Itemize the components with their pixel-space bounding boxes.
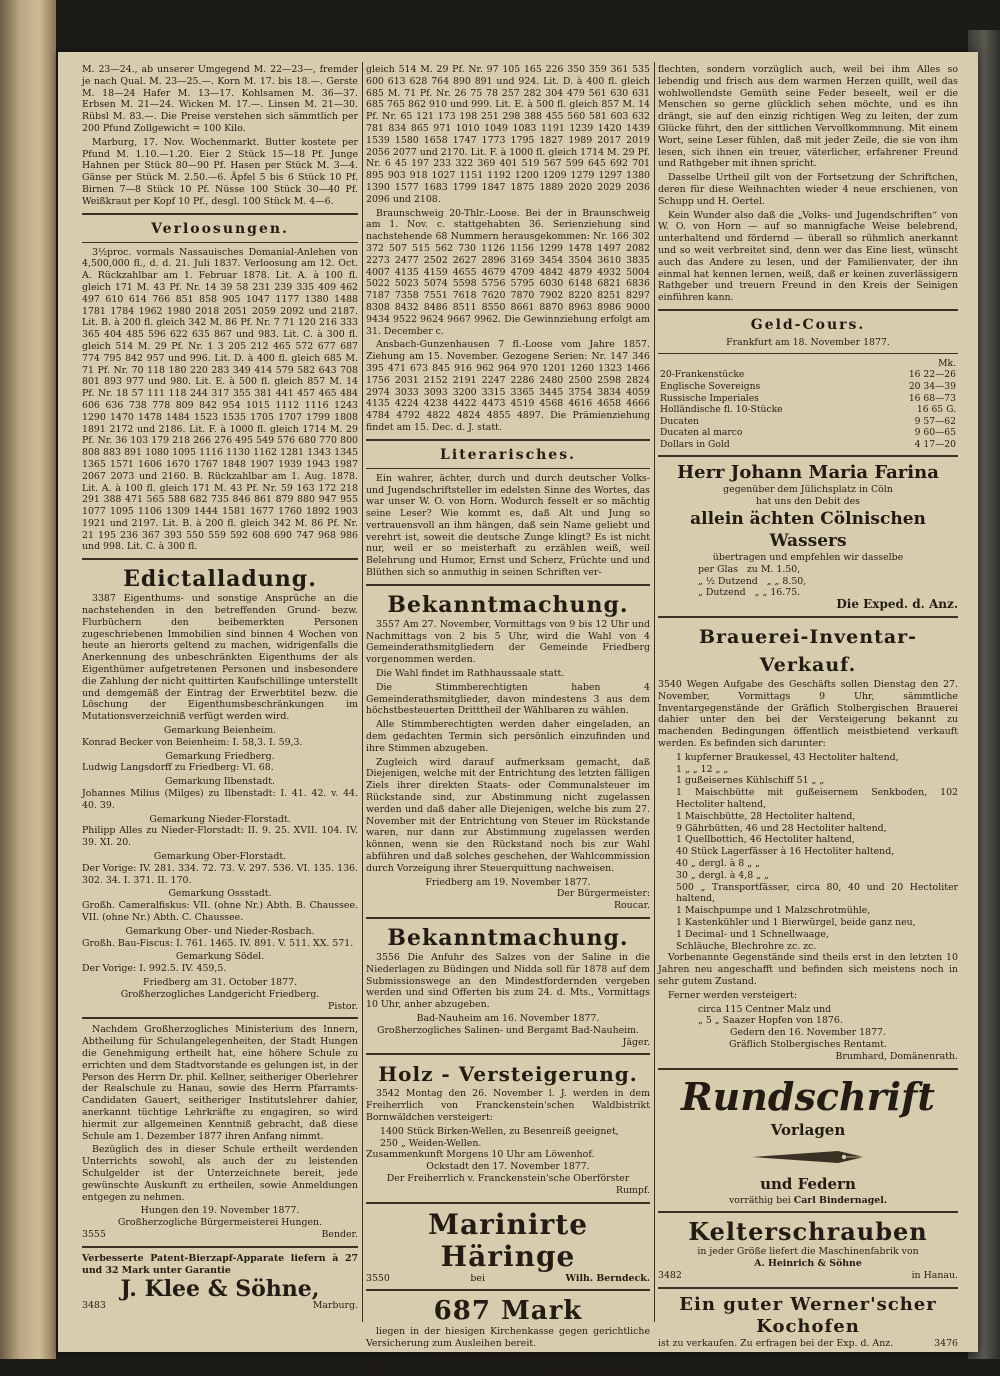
haringe-name: Wilh. Berndeck.: [565, 1272, 650, 1284]
haringe-footer: [366, 1273, 650, 1285]
divider: [366, 468, 650, 469]
divider: [366, 1289, 650, 1291]
holz-meet: Zusammenkunft Morgens 10 Uhr am Löwenhof.: [366, 1149, 595, 1161]
bek1-sign: Der Bürgermeister:: [556, 888, 650, 900]
list-item: 1 „ „ 12 „ „: [676, 763, 729, 775]
edictal-entry-head: Gemarkung Ober-Florstadt.: [153, 851, 287, 863]
klee-city: Marburg.: [312, 1300, 358, 1312]
table-row: [658, 439, 958, 451]
verloosungen-title: Verloosungen.: [151, 220, 289, 237]
bek1-signer: Roucar.: [613, 900, 650, 912]
divider: [658, 1287, 958, 1289]
edictal-entry-head: Gemarkung Beienheim.: [163, 725, 277, 737]
edictal-entry-head: Gemarkung Nieder-Florstadt.: [149, 813, 291, 825]
list-item: 1 Maischbütte mit gußeisernem Senkboden, 102 Hectoliter haltend,: [676, 787, 958, 811]
brauerei-sign: Gräflich Stolbergisches Rentamt.: [728, 1038, 888, 1050]
table-row: [658, 404, 958, 416]
rates-head: Mk.: [938, 357, 956, 369]
bek2-signer: Jäger.: [622, 1036, 650, 1048]
price-value: „ „ 8.50,: [766, 575, 807, 587]
market-prices: M. 23—24., ab unserer Umgegend M. 22—23—, fremder je nach Qual. M. 23—25.—. Korn M. 17. bis 18.—. Gerste M. 18—24 Hafer M. 13—17. Kohlsamen M. 36—37. Erbsen M. 21—24. Wicken M. 17.—. Linsen M. 21—30. Rübsl M. 83.—. Die Preise verstehen sich sämmtlich per 200 Pfund Zollgewicht = 100 Kilo.: [82, 64, 358, 134]
rate-name: Ducaten: [660, 415, 699, 427]
edictal-entry-head: Gemarkung Friedberg.: [165, 750, 275, 762]
rates-table: [658, 358, 958, 451]
table-row: [658, 369, 958, 381]
divider: [366, 439, 650, 441]
table-row: [658, 416, 958, 428]
brauerei-text-3: Ferner werden versteigert:: [668, 989, 798, 1001]
farina-prices: [658, 564, 958, 599]
verloosungen-text: 3½proc. vormals Nassauisches Domanial-Anlehen von 4,500,000 fl., d. d. 21. Juli 1837. Verloosung am 12. Oct. A. Rückzahlbar am 1. Februar 1878. Lit. A. à 100 fl. gleich 171 M. 43 Pf. Nr. 14 39 58 231 239 335 409 462 497 610 614 766 851 858 905 1047 1177 1380 1488 1781 1784 1962 1980 2018 2051 2059 2092 und 2187. Lit. B. à 200 fl. gleich 342 M. 86 Pf. Nr. 7 71 120 216 333 365 404 485 596 622 635 867 und 983. Lit. C. à 300 fl. gleich 514 M. 29 Pf. Nr. 1 3 205 212 465 572 677 687 774 795 842 957 und 996. Lit. D. à 400 fl. gleich 685 M. 71 Pf. Nr. 70 118 180 220 283 349 414 579 582 643 708 801 893 977 und 980. Lit. E. à 500 fl. gleich 857 M. 14 Pf. Nr. 18 57 111 118 244 317 355 381 441 457 465 484 606 636 738 778 809 842 954 1015 1112 1116 1243 1290 1470 1478 1484 1523 1535 1705 1707 1799 1808 1891 2172 und 2186. Lit. F. à 1000 fl. gleich 1714 M. 29 Pf. Nr. 36 103 179 218 266 276 495 549 576 680 770 800 808 883 891 1080 1095 1116 1130 1162 1281 1343 1345 1365 1571 1606 1670 1767 1848 1907 1939 1943 1987 2067 2073 und 2160. B. Rückzahlbar am 1. Aug. 1878. Lit. A. à 100 fl. gleich 171 M. 43 Pf. Nr. 59 163 172 218 291 388 471 565 588 682 735 846 861 879 880 947 955 1077 1095 1106 1309 1444 1581 1677 1760 1892 1903 1921 und 2197. Lit. B. à 200 fl. gleich 342 M. 86 Pf. Nr. 21 195 236 367 393 550 559 592 608 690 747 968 986 und 998. Lit. C. à 300 fl.: [82, 246, 358, 553]
edictal-date: Friedberg am 31. October 1877.: [142, 976, 298, 988]
holz-item: 1400 Stück Birken-Wellen, zu Besenreiß geeignet,: [380, 1125, 619, 1137]
edictal-entry-head: Gemarkung Ossstadt.: [168, 888, 272, 900]
list-item: „ 5 „ Saazer Hopfen von 1876.: [698, 1015, 843, 1027]
rate-value: 16 65 G.: [916, 404, 956, 416]
brauerei-text-2: Vorbenannte Gegenstände sind theils erst in den letzten 10 Jahren neu angeschafft und befinden sich meistens noch in sehr gutem Zustand.: [658, 952, 958, 987]
rundschrift-name: Carl Bindernagel.: [793, 1194, 888, 1206]
mark-text: liegen in der hiesigen Kirchenkasse gegen gerichtliche Versicherung zum Ausleihen bereit.: [366, 1326, 650, 1350]
farina-sub: gegenüber dem Jülichsplatz in Cöln: [723, 484, 893, 496]
mark-date: Bönstadt am 15. November 1877.: [427, 1351, 589, 1363]
rate-name: Dollars in Gold: [660, 438, 730, 450]
newspaper-page: [58, 52, 978, 1375]
farina-title: Herr Johann Maria Farina: [677, 462, 939, 484]
hungen-text-2: Bezüglich des in dieser Schule ertheilt werdenden Unterrichts sowohl, als auch der zu leistenden Schulgelder ist der Unterzeichnete bereit, jede gewünschte Auskunft zu ertheilen, sowie Anmeldungen entgegen zu nehmen.: [82, 1144, 358, 1203]
edictal-entry-text: Ludwig Langsdorff zu Friedberg: VI. 68.: [82, 762, 274, 774]
bek1-p3: Die Stimmberechtigten haben 4 Gemeinderathsmitglieder, davon mindestens 3 aus dem höchstbesteuerten Dritttheil der Wählbaren zu wählen.: [366, 681, 650, 717]
divider: [82, 558, 358, 560]
kochofen-footer: [658, 1338, 958, 1350]
haringe-number: 3550: [366, 1272, 390, 1284]
hungen-footer: [82, 1229, 358, 1241]
mark-sign: Der Kirchenvorstand.: [547, 1363, 650, 1375]
kelter-title: Kelterschrauben: [688, 1217, 928, 1247]
edictal-entry-head: Gemarkung Ilbenstadt.: [165, 776, 275, 788]
farina-sub2: hat uns den Debit des: [756, 496, 860, 508]
divider: [82, 242, 358, 243]
rate-value: 16 22—26: [908, 369, 956, 381]
braunschweig-loose: Braunschweig 20-Thlr.-Loose. Bei der in Braunschweig am 1. Nov. c. stattgehabten 36. Serienziehung sind nachstehende 68 Nummern herausgekommen: Nr. 166 302 372 507 515 562 730 1126 1156 1299 1478 1497 2082 2273 2477 2502 2627 2896 3169 3454 3504 3610 3835 4007 4135 4159 4655 4679 4709 4842 4879 4932 5004 5022 5023 5074 5598 5756 5795 6030 6148 6821 6836 7187 7358 7551 7618 7620 7870 7902 8220 8251 8297 8308 8432 8486 8511 8550 8661 8870 8963 8986 9000 9434 9522 9624 9667 9962. Die Gewinnziehung erfolgt am 31. December c.: [366, 207, 650, 337]
brauerei-date: Gedern den 16. November 1877.: [730, 1027, 886, 1039]
price-value: „ „ 16.75.: [754, 587, 801, 599]
list-item: 1 Decimal- und 1 Schnellwaage,: [676, 928, 829, 940]
geld-cours-sub: Frankfurt am 18. November 1877.: [726, 336, 890, 348]
bek2-date: Bad-Nauheim am 16. November 1877.: [416, 1012, 600, 1024]
bekanntmachung-1-title: Bekanntmachung.: [387, 591, 629, 618]
rate-name: Russische Imperiales: [660, 392, 759, 404]
table-row: [658, 427, 958, 439]
klee-line: Verbesserte Patent-Bierzapf-Apparate liefern à 27 und 32 Mark unter Garantie: [82, 1252, 358, 1276]
table-row: [658, 381, 958, 393]
rate-name: 20-Frankenstücke: [660, 369, 745, 381]
divider: [658, 353, 958, 354]
edictal-signer: Pistor.: [328, 1000, 358, 1012]
marburg-market: Marburg, 17. Nov. Wochenmarkt. Butter kostete per Pfund M. 1.10.—1.20. Eier 2 Stück 15—18 Pf. Junge Hahnen per Stück 80—90 Pf. Hasen per Stück M. 3—4. Gänse per Stück M. 2.50.—6. Äpfel 5 bis 6 Stück 10 Pf. Birnen 7—8 Stück 10 Pf. Nüsse 100 Stück 30—40 Pf. Weißkraut per Kopf 10 Pf., desgl. 100 Stück M. 4—6.: [82, 136, 358, 207]
adjacent-page-edge: [0, 0, 56, 1359]
holz-signer: Rumpf.: [615, 1184, 650, 1196]
literarisches-continued: flechten, sondern vorzüglich auch, weil bei ihm Alles so lebendig und frisch aus dem warmen Herzen quillt, weil das wohlwollendste Gemüth seine Feder beseelt, weil er die Menschen so gerne glücklich sehen möchte, und es ihn drängt, sie auf den einzig richtigen Weg zu leiten, der zum Glücke führt, den der sittlichen Vervollkommnung. Mit einem Wort, seine Leser fühlen, daß mit jeder Zeile, die sie von ihm lesen, sich ihnen ein treuer, väterlicher, erfahrener Freund und Rathgeber mit ihnen spricht.: [658, 64, 958, 170]
list-item: 1 Kastenkühler und 1 Bierwürgel, beide ganz neu,: [676, 917, 916, 928]
bek1-p4: Alle Stimmberechtigten werden daher eingeladen, an dem gedachten Termin sich persönlich einzufinden und ihre Stimmen abzugeben.: [366, 719, 650, 754]
rate-value: 20 34—39: [908, 380, 956, 392]
literarisches-continued-3: Kein Wunder also daß die „Volks- und Jugendschriften“ von W. O. von Horn — auf so mannigfache Weise belebrend, unterhaltend und fördernd — überall so rühmlich anerkannt und so weit verbreitet sind, denn wer das Eine liest, wünscht auch das Andere zu lesen, und der Familienvater, der ihn einmal hat kennen lernen, weiß, daß er keinen zuverlässigern Rathgeber und treuern Freund in den Kreis der Seinigen einführen kann.: [658, 209, 958, 304]
column-2: [366, 64, 650, 1376]
kochofen-number: 3476: [934, 1337, 958, 1349]
divider: [658, 455, 958, 457]
list-item: 40 „ dergl. à 8 „ „: [676, 858, 760, 870]
divider: [366, 584, 650, 586]
literarisches-continued-2: Dasselbe Urtheil gilt von der Fortsetzung der Schriftchen, deren für diese Weihnachten wieder 4 neue erschienen, von Schupp und H. Oertel.: [658, 172, 958, 207]
holz-title: Holz - Versteigerung.: [378, 1062, 638, 1087]
haringe-title: Marinirte Häringe: [427, 1207, 589, 1273]
edictal-entries: [82, 725, 358, 975]
divider: [658, 1068, 958, 1070]
column-rule-2: [654, 62, 655, 1322]
brauerei-signer: Brumhard, Domänenrath.: [835, 1050, 958, 1062]
price-value: zu M. 1.50,: [746, 563, 801, 575]
column-1: [82, 64, 358, 1312]
mark-footer: [366, 1364, 650, 1376]
price-item: „ Dutzend: [698, 587, 746, 599]
rundschrift-sub: Vorlagen: [770, 1120, 846, 1139]
rate-value: 9 60—65: [914, 427, 956, 439]
rate-value: 4 17—20: [914, 438, 956, 450]
table-row: [658, 358, 958, 370]
edictal-entry-text: Johannes Milius (Milges) zu Ilbenstadt: I. 41. 42. v. 44. 40. 39.: [82, 788, 358, 811]
edictal-entry-text: Großh. Cameralfiskus: VII. (ohne Nr.) Abth. B. Chaussee. VII. (ohne Nr.) Abth. C. Chaussee.: [82, 900, 358, 923]
list-item: 1 Quellbottich, 46 Hectoliter haltend,: [676, 834, 855, 846]
column-3: [658, 64, 958, 1350]
list-item: Schläuche, Blechrohre zc. zc.: [676, 940, 817, 952]
bekanntmachung-2-title: Bekanntmachung.: [387, 925, 629, 951]
kochofen-title: Ein guter Werner'scher Kochofen: [679, 1293, 937, 1337]
divider: [658, 1211, 958, 1213]
list-item: 30 „ dergl. à 4,8 „ „: [676, 869, 769, 881]
ansbach-loose: Ansbach-Gunzenhausen 7 fl.-Loose vom Jahre 1857. Ziehung am 15. November. Gezogene Serien: Nr. 147 346 395 471 673 845 916 962 964 970 1201 1260 1323 1466 1756 2031 2152 2191 2247 2286 2480 2500 2598 2824 2974 3033 3093 3200 3315 3365 3445 3754 3834 4059 4135 4224 4238 4422 4473 4519 4568 4616 4658 4666 4784 4792 4822 4824 4855 4897. Die Prämienziehung findet am 15. Dec. d. J. statt.: [366, 339, 650, 433]
farina-price-row: [698, 564, 958, 576]
brauerei-items: [658, 752, 958, 953]
edictal-title: Edictalladung.: [123, 566, 317, 593]
kochofen-text: ist zu verkaufen. Zu erfragen bei der Exp. d. Anz.: [658, 1337, 894, 1349]
edictal-entry-text: Der Vorige: IV. 281. 334. 72. 73. V. 297. 536. VI. 135. 136. 302. 34. I. 371. II. 170.: [82, 862, 358, 886]
geld-cours-title: Geld-Cours.: [750, 316, 866, 333]
rate-name: Holländische fl. 10-Stücke: [660, 404, 783, 416]
pen-nib-icon: [748, 1143, 868, 1171]
kelter-name: A. Heinrich & Söhne: [754, 1258, 862, 1270]
edictal-entry-text: Der Vorige: I. 992.5. IV. 459,5.: [82, 963, 227, 975]
price-item: per Glas: [698, 563, 738, 575]
list-item: 1 Maischbütte, 28 Hectoliter haltend,: [676, 810, 856, 822]
rundschrift-sub3: vorräthig bei: [728, 1194, 791, 1206]
list-item: 1 kupferner Braukessel, 43 Hectoliter haltend,: [676, 751, 899, 763]
farina-sub3: übertragen und empfehlen wir dasselbe: [712, 552, 904, 564]
klee-footer: [82, 1300, 358, 1312]
bek1-date: Friedberg am 19. November 1877.: [425, 876, 591, 888]
rundschrift-sub2: und Federn: [760, 1174, 856, 1193]
divider: [658, 309, 958, 311]
rate-value: 16 68—73: [908, 392, 956, 404]
literarisches-text: Ein wahrer, ächter, durch und durch deutscher Volks- und Jugendschriftsteller im edelsten Sinne des Wortes, das war unser W. O. von Horn. Wodurch fesselt er so mächtig seine Leser? Wie kommt es, daß Alt und Jung so vertrauensvoll an ihm hängen, daß sein Name geliebt und verehrt ist, soweit die deutsche Zunge klingt? Es ist nicht nur, weil er so meisterhaft zu erzählen weiß, weil Belehrung und Humor, Ernst und Scherz, Früchte und und Blüthen sich so anmuthig in seinen Schriften ver-: [366, 472, 650, 579]
edictal-entry-text: Philipp Alles zu Nieder-Florstadt: II. 9. 25. XVII. 104. IV. 39. XI. 20.: [82, 825, 358, 849]
holz-sign: Der Freiherrlich v. Franckenstein'sche Oberförster: [386, 1172, 630, 1184]
edictal-sign: Großherzogliches Landgericht Friedberg.: [120, 988, 320, 1000]
edictal-entry-text: Großh. Bau-Fiscus: I. 761. 1465. IV. 891. V. 511. XX. 571.: [82, 937, 354, 949]
list-item: 500 „ Transportfässer, circa 80, 40 und 20 Hectoliter haltend,: [676, 881, 958, 905]
kelter-number: 3482: [658, 1269, 682, 1281]
hungen-sign: Großherzogliche Bürgermeisterei Hungen.: [117, 1217, 323, 1229]
farina-sign: Die Exped. d. Anz.: [836, 597, 958, 612]
rundschrift-line: [658, 1195, 958, 1207]
kelter-city: in Hanau.: [911, 1269, 958, 1281]
list-item: circa 115 Centner Malz und: [698, 1003, 832, 1015]
rundschrift-title: Rundschrift: [681, 1073, 935, 1119]
price-item: „ ½ Dutzend: [698, 575, 758, 587]
farina-big: allein ächten Cölnischen Wassers: [690, 509, 926, 552]
divider: [82, 1017, 358, 1019]
holz-item: 250 „ Weiden-Wellen.: [380, 1137, 482, 1149]
rate-value: 9 57—62: [914, 415, 956, 427]
holz-date: Ockstadt den 17. November 1877.: [426, 1161, 590, 1173]
edictal-entry-head: Gemarkung Södel.: [175, 951, 265, 963]
column-rule-1: [362, 62, 363, 1322]
klee-name: J. Klee & Söhne,: [120, 1276, 320, 1303]
brauerei-more: [658, 1004, 958, 1028]
divider: [82, 213, 358, 215]
divider: [366, 1202, 650, 1204]
farina-price-row: [698, 576, 958, 588]
klee-number: 3483: [82, 1300, 106, 1312]
table-row: [658, 393, 958, 405]
edictal-entry-head: Gemarkung Ober- und Nieder-Rosbach.: [125, 925, 315, 937]
holz-items: [366, 1126, 650, 1150]
brauerei-text: 3540 Wegen Aufgabe des Geschäfts sollen Dienstag den 27. November, Vormittags 9 Uhr, sämmtliche Inventargegenstände der Gräflich Stolbergischen Brauerei dahier unter den bei der Versteigerung bekannt zu machenden Bedingungen öffentlich meistbietend verkauft werden. Es befinden sich darunter:: [658, 679, 958, 750]
list-item: 1 gußeisernes Kühlschiff 51 „ „: [676, 775, 825, 787]
divider: [82, 1246, 358, 1248]
edictal-text: 3387 Eigenthums- und sonstige Ansprüche an die nachstehenden in den betreffenden Grund- bezw. Flurbüchern den beibemerkten Personen zugeschriebenen Immobilien sind binnen 4 Wochen von heute an hierorts geltend zu machen, widrigenfalls die Anerkennung des unbeschränkten Eigenthums der als Eigenthümer aufgetretenen Personen und insbesondere die Zahlung der nicht quittirten Kaufschillinge unterstellt und demgemäß der Eintrag der Erwerbtitel bezw. die Löschung der Eigenthumsbeschränkungen im Mutationsverzeichniß verfügt werden wird.: [82, 593, 358, 723]
divider: [366, 1053, 650, 1055]
divider: [366, 917, 650, 919]
hungen-date: Hungen den 19. November 1877.: [140, 1205, 300, 1217]
kelter-footer: [658, 1270, 958, 1282]
list-item: 9 Gährbütten, 46 und 28 Hectoliter haltend,: [676, 822, 887, 834]
list-item: 40 Stück Lagerfässer à 16 Hectoliter haltend,: [676, 846, 895, 858]
edictal-entry-text: Konrad Becker von Beienheim: I. 58,3. I. 59,3.: [82, 736, 303, 748]
rate-name: Ducaten al marco: [660, 427, 743, 439]
brauerei-title: Brauerei-Inventar-Verkauf.: [698, 626, 918, 677]
kelter-text: in jeder Größe liefert die Maschinenfabrik von: [697, 1246, 919, 1258]
bek1-p2: Die Wahl findet im Rathhaussaale statt.: [376, 668, 565, 680]
mark-title: 687 Mark: [433, 1296, 583, 1327]
mark-number: 3537: [366, 1363, 390, 1375]
list-item: 1 Maischpumpe und 1 Malzschrotmühle,: [676, 905, 871, 917]
bek1-p5: Zugleich wird darauf aufmerksam gemacht, daß Diejenigen, welche mit der Entrichtung des letzten fälligen Ziels ihrer direkten Staats- oder Communalsteuer im Rückstande sind, zur Abstimmung nicht zugelassen werden und daß daher alle Diejenigen, welche bis zum 27. November mit der Entrichtung von Steuer im Rückstande waren, nur dann zur Abstimmung zugelassen werden können, wenn sie den Rückstand noch bis zur Wahl abführen und daß solches geschehen, der Wahlcommission durch Vorzeigung ihrer Steuerquittung nachweisen.: [366, 756, 650, 874]
holz-text: 3542 Montag den 26. November l. J. werden in dem Freiherrlich von Franckenstein'schen Waldbistrikt Bornwäldchen versteigert:: [366, 1088, 650, 1123]
hungen-text: Nachdem Großherzogliches Ministerium des Innern, Abtheilung für Schulangelegenheiten, der Stadt Hungen die Genehmigung ertheilt hat, eine höhere Schule zu errichten und dem Stadtvorstande es gelungen ist, in der Person des Herrn Dr. phil. Kellner, seitheriger Oberlehrer der Realschule zu Hanau, sowie des Herrn Pfarramts-Candidaten Gauert, seitheriger Institutslehrer dahier, anerkannt tüchtige Lehrkräfte zu engagiren, so wird hiermit zur allgemeinen Kenntniß gebracht, daß diese Schule am 1. Dezember 1877 ihren Anfang nimmt.: [82, 1024, 358, 1142]
bek2-sign: Großherzogliches Salinen- und Bergamt Bad-Nauheim.: [376, 1024, 640, 1036]
verloosungen-continued: gleich 514 M. 29 Pf. Nr. 97 105 165 226 350 359 361 535 600 613 628 764 890 891 und 924. Lit. D. à 400 fl. gleich 685 M. 71 Pf. Nr. 26 75 78 257 282 304 479 561 630 631 685 765 862 910 und 999. Lit. E. à 500 fl. gleich 857 M. 14 Pf. Nr. 65 121 173 198 251 298 388 455 560 581 603 632 781 834 865 971 1010 1049 1083 1191 1239 1420 1439 1539 1580 1658 1747 1773 1795 1827 1989 2017 2019 2056 2077 und 2170. Lit. F. à 1000 fl. gleich 1714 M. 29 Pf. Nr. 6 45 197 233 322 369 401 519 567 599 645 692 701 895 903 918 1027 1151 1192 1200 1209 1279 1297 1380 1390 1577 1683 1799 1847 1875 1889 2020 2029 2036 2096 und 2108.: [366, 64, 650, 205]
bek2-text: 3556 Die Anfuhr des Salzes von der Saline in die Niederlagen zu Büdingen und Nidda soll für 1878 auf dem Submissionswege an den Mindestfordernden vergeben werden und sind Offerten bis zum 24. d. Mts., Vormittags 10 Uhr, anher abzugeben.: [366, 952, 650, 1011]
bek1-p1: 3557 Am 27. November, Vormittags von 9 bis 12 Uhr und Nachmittags von 2 bis 5 Uhr, wird die Wahl von 4 Gemeinderathsmitgliedern der Gemeinde Friedberg vorgenommen werden.: [366, 618, 650, 666]
literarisches-title: Literarisches.: [440, 446, 576, 463]
hungen-number: 3555: [82, 1228, 106, 1240]
rate-name: Englische Sovereigns: [660, 380, 761, 392]
divider: [658, 616, 958, 618]
hungen-signer: Bender.: [321, 1228, 358, 1240]
haringe-bei: bei: [470, 1272, 485, 1284]
